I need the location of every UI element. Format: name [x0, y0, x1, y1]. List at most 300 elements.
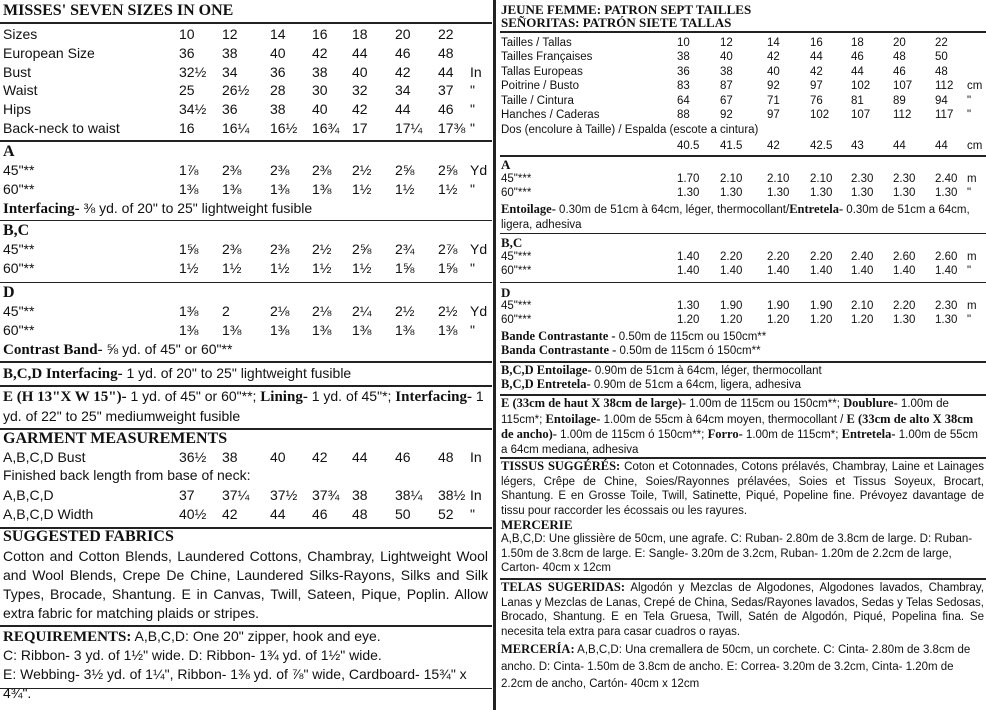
table-cell: 37½: [270, 487, 298, 503]
view-d-heading: D: [3, 284, 15, 301]
table-cell: 22: [935, 37, 948, 49]
row-label: 60"**: [3, 322, 35, 338]
tissus-suggeres: TISSUS SUGGÉRÉS: Coton et Cotonnades, Cotons prélavés, Chambray, Laine et Lainages légers, Crêpe de Chine, Soies/Rayonnes prélavées, Soies et Tissus Soyeux, Brocart, Shantung. E en Grosse Toile, Twill, Satinette, Piqué, Popeline fine. Prévoyez davantage de tissu pour raccorder les écossais ou les rayures.: [501, 459, 985, 517]
table-cell: 2⅜: [222, 162, 242, 178]
page-title: MISSES' SEVEN SIZES IN ONE: [3, 2, 234, 19]
unit-label: cm: [967, 140, 983, 152]
table-cell: 2⅞: [438, 241, 458, 257]
view-a-heading: A: [3, 143, 15, 160]
finished-back-label: Finished back length from base of neck:: [3, 467, 251, 483]
table-cell: 40: [767, 65, 780, 78]
table-cell: 42: [767, 51, 780, 64]
garment-measurements-heading: GARMENT MEASUREMENTS: [3, 430, 228, 447]
row-label: A,B,C,D Width: [3, 506, 94, 522]
table-cell: 10: [179, 26, 195, 42]
table-row: [3, 181, 492, 199]
table-cell: 1⅜: [395, 322, 415, 338]
table-cell: 20: [395, 26, 411, 42]
table-cell: 40: [720, 51, 733, 64]
table-cell: 2¾: [395, 241, 415, 257]
banda-contrastante: Banda Contrastante - 0.50m de 115cm ó 150cm**: [501, 343, 761, 357]
table-cell: 2.10: [720, 173, 743, 185]
table-cell: 1.40: [810, 265, 833, 277]
table-cell: 1⅞: [179, 162, 199, 178]
table-cell: 34: [222, 63, 238, 80]
table-cell: 1.30: [767, 187, 790, 199]
table-cell: 1.40: [851, 265, 874, 277]
table-cell: 48: [438, 449, 454, 465]
row-label: 45"***: [501, 173, 532, 185]
table-cell: 16: [312, 26, 328, 42]
table-cell: 36: [677, 65, 690, 78]
table-cell: 1⅜: [179, 180, 199, 197]
table-cell: 2½: [312, 241, 332, 257]
table-row: [3, 101, 492, 119]
table-cell: 10: [677, 37, 690, 49]
table-cell: 44: [352, 44, 368, 61]
table-cell: 38: [222, 449, 238, 465]
divider: [500, 282, 986, 283]
table-cell: 1.20: [767, 314, 790, 326]
table-cell: 16¾: [312, 120, 340, 136]
table-row: [3, 26, 492, 44]
unit-label: Yd: [470, 162, 488, 178]
divider: [500, 155, 986, 157]
table-cell: 1⅝: [438, 260, 458, 276]
row-label: Tallas Europeas: [501, 65, 583, 78]
row-label: A,B,C,D: [3, 487, 54, 503]
mercerie-heading: MERCERIE: [501, 517, 573, 532]
unit-label: ": [470, 260, 475, 276]
table-row: [501, 140, 986, 153]
table-row: [501, 187, 986, 200]
merceria: MERCERÍA: A,B,C,D: Una cremallera de 50cm, un corchete. C: Cinta- 2.80m de 3.8cm de ancho. D: Cinta- 1.50m de 3.8cm de ancho. E: Correa- 3.20m de 3.2cm, Cinta- 1.20m de 2.2cm de ancho, Cartón- 40cm x 12cm: [501, 642, 971, 690]
table-cell: 44: [810, 51, 823, 64]
table-row: [3, 45, 492, 63]
table-cell: 1.30: [677, 300, 700, 312]
table-cell: 12: [222, 26, 238, 42]
unit-label: ": [470, 82, 475, 99]
unit-label: ": [470, 120, 475, 136]
table-row: [501, 66, 986, 79]
divider: [500, 233, 986, 234]
table-cell: 2⅜: [270, 162, 290, 178]
table-cell: 28: [270, 82, 286, 99]
row-label: 45"**: [3, 241, 35, 257]
view-a-interfacing: Interfacing- ⅜ yd. of 20" to 25" lightweight fusible: [3, 200, 313, 217]
row-label: 45"***: [501, 251, 532, 263]
table-cell: 2.20: [720, 251, 743, 263]
table-cell: 38¼: [395, 487, 423, 503]
row-label: Tailles / Tallas: [501, 37, 572, 49]
table-cell: 50: [935, 51, 948, 64]
table-cell: 14: [767, 37, 780, 49]
table-row: [501, 109, 986, 122]
table-cell: 1⅜: [222, 180, 242, 197]
table-cell: 102: [810, 109, 830, 121]
table-cell: 46: [395, 44, 411, 61]
unit-label: In: [470, 63, 482, 80]
requirements-line-2: C: Ribbon- 3 yd. of 1½" wide. D: Ribbon- 1¾ yd. of 1½" wide.: [3, 647, 382, 663]
table-cell: 34: [395, 82, 411, 99]
table-cell: 1⅜: [222, 322, 242, 338]
table-cell: 1.20: [677, 314, 700, 326]
table-row: [3, 260, 492, 278]
table-cell: 36: [222, 101, 238, 118]
table-cell: 1.30: [720, 187, 743, 199]
table-cell: 42: [810, 65, 823, 78]
unit-label: Yd: [470, 241, 488, 257]
table-cell: 2½: [395, 303, 415, 319]
bcd-entretela: B,C,D Entretela- 0.90m de 51cm a 64cm, ligera, adhesiva: [501, 377, 801, 391]
row-label: Taille / Cintura: [501, 94, 574, 107]
divider: [0, 688, 492, 689]
bande-contrastante: Bande Contrastante - 0.50m de 115cm ou 150cm**: [501, 329, 767, 343]
table-cell: 1.30: [810, 187, 833, 199]
table-row: [501, 51, 986, 64]
table-cell: 1.40: [720, 265, 743, 277]
table-row: [3, 82, 492, 100]
table-cell: 34½: [179, 101, 207, 118]
table-cell: 1.90: [767, 300, 790, 312]
table-cell: 1½: [395, 180, 415, 197]
table-cell: 16: [810, 37, 823, 49]
requirements-line-1: REQUIREMENTS: A,B,C,D: One 20" zipper, hook and eye.: [3, 628, 381, 645]
table-cell: 2.60: [893, 251, 916, 263]
table-cell: 42: [222, 506, 238, 522]
table-row: [3, 64, 492, 82]
table-cell: 89: [893, 94, 906, 107]
table-cell: 102: [851, 80, 871, 93]
table-cell: 87: [720, 80, 733, 93]
table-cell: 46: [851, 51, 864, 64]
table-cell: 44: [270, 506, 286, 522]
table-cell: 2⅝: [352, 241, 372, 257]
table-cell: 2⅜: [312, 162, 332, 178]
table-cell: 88: [677, 109, 690, 121]
table-cell: 1⅜: [438, 322, 458, 338]
column-divider: [493, 0, 496, 710]
view-bc-heading: B,C: [501, 235, 523, 250]
table-cell: 107: [893, 80, 913, 93]
table-cell: 2.30: [851, 173, 874, 185]
view-bc-heading: B,C: [3, 222, 30, 239]
contrast-band-note: Contrast Band- ⅝ yd. of 45" or 60"**: [3, 341, 233, 358]
table-cell: 64: [677, 94, 690, 107]
requirements-line-3: E: Webbing- 3½ yd. of 1¼", Ribbon- 1⅜ yd. of ⅞" wide, Cardboard- 15¾" x 4¾".: [3, 666, 467, 701]
table-cell: 1⅜: [179, 303, 199, 319]
table-cell: 2⅛: [312, 303, 332, 319]
table-cell: 48: [352, 506, 368, 522]
table-cell: 94: [935, 94, 948, 107]
table-cell: 2⅜: [222, 241, 242, 257]
unit-label: ": [967, 109, 972, 121]
table-row: [501, 37, 986, 50]
table-cell: 44: [395, 101, 411, 118]
divider: [0, 22, 492, 24]
table-cell: 46: [893, 65, 906, 78]
table-cell: 1.20: [720, 314, 743, 326]
table-cell: 2.40: [851, 251, 874, 263]
spanish-title: SEÑORITAS: PATRÓN SIETE TALLAS: [501, 15, 732, 30]
table-cell: 1⅝: [179, 241, 199, 257]
table-cell: 2.10: [767, 173, 790, 185]
table-cell: 38: [677, 51, 690, 64]
table-cell: 44: [893, 140, 906, 152]
table-cell: 44: [935, 140, 948, 152]
table-row: [501, 251, 986, 264]
table-cell: 92: [720, 109, 733, 121]
table-cell: 1⅜: [312, 322, 332, 338]
row-label: 60"***: [501, 314, 532, 326]
table-cell: 40½: [179, 506, 207, 522]
bcd-interfacing-note: B,C,D Interfacing- 1 yd. of 20" to 25" lightweight fusible: [3, 365, 352, 382]
table-row: [3, 449, 492, 467]
divider: [0, 220, 492, 221]
table-cell: 76: [810, 94, 823, 107]
table-cell: 16: [179, 120, 195, 136]
row-label: Waist: [3, 82, 38, 99]
table-cell: 83: [677, 80, 690, 93]
row-label: 45"**: [3, 162, 35, 178]
table-cell: 1⅜: [270, 322, 290, 338]
table-cell: 1½: [352, 180, 372, 197]
table-cell: 1½: [438, 180, 458, 197]
table-cell: 52: [438, 506, 454, 522]
view-e-note: E (33cm de haut X 38cm de large)- 1.00m de 115cm ou 150cm**; Doublure- 1.00m de 115cm*; Entoilage- 1.00m de 55cm à 64cm moyen, thermocollant / E (33cm de alto X 38cm de ancho)- 1.00m de 115cm ó 150cm**; Forro- 1.00m de 115cm*; Entretela- 1.00m de 55cm a 64cm mediana, adhesiva: [501, 396, 978, 456]
table-cell: 1⅝: [395, 260, 415, 276]
table-cell: 2½: [438, 303, 458, 319]
row-label: Hips: [3, 101, 32, 118]
row-label: 60"***: [501, 187, 532, 199]
table-cell: 1.40: [677, 265, 700, 277]
table-cell: 20: [893, 37, 906, 49]
telas-sugeridas: TELAS SUGERIDAS: Algodón y Mezclas de Algodones, Algodones lavados, Chambray, Lanas y Mezclas de Lanas, Crepé de China, Sedas/Rayones lavados, Sedas y Telas Sedosas, Brocado, Shantung. E en Tela Gruesa, Twill, Satén de Algodón, Piqué, Popelina fina. Se necesita tela extra para casar cuadros o rayas.: [501, 580, 985, 638]
table-cell: 42: [395, 63, 411, 80]
table-cell: 48: [893, 51, 906, 64]
table-cell: 42: [352, 101, 368, 118]
table-cell: 17¼: [395, 120, 423, 136]
table-cell: 42: [767, 140, 780, 152]
unit-label: Yd: [470, 303, 488, 319]
table-cell: 2.30: [935, 300, 958, 312]
table-cell: 2⅝: [395, 162, 415, 178]
unit-label: m: [967, 300, 977, 312]
table-cell: 1½: [179, 260, 199, 276]
view-d-heading: D: [501, 285, 511, 300]
divider: [0, 140, 492, 142]
table-row: [3, 241, 492, 259]
table-cell: 46: [438, 101, 454, 118]
table-cell: 12: [720, 37, 733, 49]
table-cell: 1.40: [677, 251, 700, 263]
table-cell: 1½: [222, 260, 242, 276]
table-cell: 1½: [312, 260, 332, 276]
table-cell: 2⅝: [438, 162, 458, 178]
table-cell: 44: [352, 449, 368, 465]
suggested-fabrics-text: Cotton and Cotton Blends, Laundered Cottons, Chambray, Lightweight Wool and Wool Blends, Crepe De Chine, Laundered Silks-Rayons, Silks and Silk Types, Brocade, Shantung. E in Canvas, Twill, Sateen, Pique, Poplin. Allow extra fabric for matching plaids or stripes.: [3, 548, 488, 621]
table-row: [3, 162, 492, 180]
row-label: A,B,C,D Bust: [3, 449, 86, 465]
table-cell: 22: [438, 26, 454, 42]
table-cell: 1.90: [720, 300, 743, 312]
table-cell: 38: [270, 101, 286, 118]
table-row: [3, 322, 492, 340]
unit-label: ": [967, 265, 972, 277]
table-row: [501, 80, 986, 93]
table-cell: 1.20: [810, 314, 833, 326]
divider: [0, 282, 492, 283]
table-cell: 97: [810, 80, 823, 93]
suggested-fabrics-heading: SUGGESTED FABRICS: [3, 528, 174, 545]
table-cell: 1½: [270, 260, 290, 276]
bcd-entoilage: B,C,D Entoilage- 0.90m de 51cm à 64cm, léger, thermocollant: [501, 363, 822, 377]
table-cell: 2.10: [810, 173, 833, 185]
unit-label: ": [967, 94, 972, 107]
table-cell: 1.30: [893, 314, 916, 326]
table-cell: 67: [720, 94, 733, 107]
table-cell: 46: [312, 506, 328, 522]
unit-label: In: [470, 449, 482, 465]
table-row: [501, 300, 986, 313]
table-cell: 50: [395, 506, 411, 522]
row-label: Back-neck to waist: [3, 120, 120, 136]
table-cell: 71: [767, 94, 780, 107]
table-cell: 2.20: [810, 251, 833, 263]
table-cell: 2.40: [935, 173, 958, 185]
dos-label: Dos (encolure à Taille) / Espalda (escote a cintura): [501, 124, 759, 136]
table-cell: 1½: [352, 260, 372, 276]
table-cell: 1.30: [935, 187, 958, 199]
table-cell: 2⅜: [270, 241, 290, 257]
table-cell: 40: [312, 101, 328, 118]
unit-label: m: [967, 251, 977, 263]
table-cell: 112: [893, 109, 912, 121]
table-cell: 44: [851, 65, 864, 78]
row-label: Hanches / Caderas: [501, 109, 600, 121]
table-cell: 16½: [270, 120, 298, 136]
table-cell: 16¼: [222, 120, 250, 136]
table-cell: 1⅜: [312, 180, 332, 197]
table-row: [501, 314, 986, 327]
table-cell: 40.5: [677, 140, 700, 152]
table-cell: 2¼: [352, 303, 372, 319]
table-cell: 38: [352, 487, 368, 503]
divider: [0, 361, 492, 363]
table-cell: 2.60: [935, 251, 958, 263]
table-cell: 40: [352, 63, 368, 80]
table-cell: 2: [222, 303, 230, 319]
row-label: 45"***: [501, 300, 532, 312]
table-cell: 92: [767, 80, 780, 93]
row-label: Tailles Françaises: [501, 51, 593, 64]
table-cell: 1.90: [810, 300, 833, 312]
table-cell: 40: [270, 44, 286, 61]
table-cell: 1.70: [677, 173, 700, 185]
table-cell: 17⅜: [438, 120, 466, 136]
unit-label: ": [470, 322, 475, 338]
table-cell: 48: [935, 65, 948, 78]
table-cell: 1⅜: [179, 322, 199, 338]
unit-label: ": [470, 101, 475, 118]
table-cell: 48: [438, 44, 454, 61]
table-cell: 36: [270, 63, 286, 80]
table-cell: 2.30: [893, 173, 916, 185]
table-cell: 32½: [179, 63, 207, 80]
table-cell: 38: [312, 63, 328, 80]
table-row: [3, 487, 492, 505]
view-a-heading: A: [501, 157, 511, 172]
row-label: Poitrine / Busto: [501, 80, 579, 93]
table-cell: 37: [438, 82, 454, 99]
table-row: [501, 265, 986, 278]
table-cell: 2.20: [893, 300, 916, 312]
table-cell: 1.20: [851, 314, 874, 326]
table-cell: 1.30: [677, 187, 700, 199]
table-cell: 117: [935, 109, 954, 121]
french-title: JEUNE FEMME: PATRON SEPT TAILLES: [501, 2, 752, 17]
table-cell: 18: [851, 37, 864, 49]
table-cell: 26½: [222, 82, 250, 99]
unit-label: m: [967, 173, 977, 185]
table-cell: 43: [851, 140, 864, 152]
table-cell: 46: [395, 449, 411, 465]
row-label: 60"**: [3, 180, 35, 197]
table-cell: 1⅜: [352, 322, 372, 338]
unit-label: ": [470, 180, 475, 197]
row-label: 60"**: [3, 260, 35, 276]
row-label: 60"***: [501, 265, 532, 277]
table-cell: 25: [179, 82, 195, 99]
table-cell: 1.30: [935, 314, 958, 326]
table-cell: 1.40: [767, 265, 790, 277]
table-cell: 2.10: [851, 300, 874, 312]
table-cell: 37¾: [312, 487, 340, 503]
table-cell: 1.40: [893, 265, 916, 277]
row-label: 45"**: [3, 303, 35, 319]
table-cell: 38: [720, 65, 733, 78]
table-cell: 30: [312, 82, 328, 99]
table-cell: 40: [270, 449, 286, 465]
table-cell: 36: [179, 44, 195, 61]
table-cell: 2⅛: [270, 303, 290, 319]
divider: [500, 31, 986, 33]
table-row: [3, 506, 492, 524]
unit-label: ": [470, 506, 475, 522]
table-cell: 2.20: [767, 251, 790, 263]
table-cell: 38: [222, 44, 238, 61]
table-cell: 1.30: [851, 187, 874, 199]
row-label: Bust: [3, 63, 32, 80]
unit-label: ": [967, 314, 972, 326]
table-cell: 41.5: [720, 140, 743, 152]
table-row: [3, 120, 492, 138]
table-cell: 112: [935, 80, 954, 93]
view-e-note: E (H 13"X W 15")- 1 yd. of 45" or 60"**; Lining- 1 yd. of 45"*; Interfacing- 1 yd. of 22" to 25" mediumweight fusible: [3, 388, 484, 424]
row-label: European Size: [3, 44, 95, 61]
table-cell: 1⅜: [270, 180, 290, 197]
view-a-entoilage: Entoilage- 0.30m de 51cm à 64cm, léger, thermocollant/Entretela- 0.30m de 51cm a 64cm, ligera, adhesiva: [501, 202, 970, 231]
table-cell: 107: [851, 109, 871, 121]
table-cell: 81: [851, 94, 864, 107]
table-cell: 42: [312, 44, 328, 61]
table-cell: 42.5: [810, 140, 833, 152]
table-cell: 44: [438, 63, 454, 80]
table-cell: 97: [767, 109, 780, 121]
row-label: Sizes: [3, 26, 38, 42]
table-cell: 37: [179, 487, 195, 503]
table-cell: 1.40: [935, 265, 958, 277]
